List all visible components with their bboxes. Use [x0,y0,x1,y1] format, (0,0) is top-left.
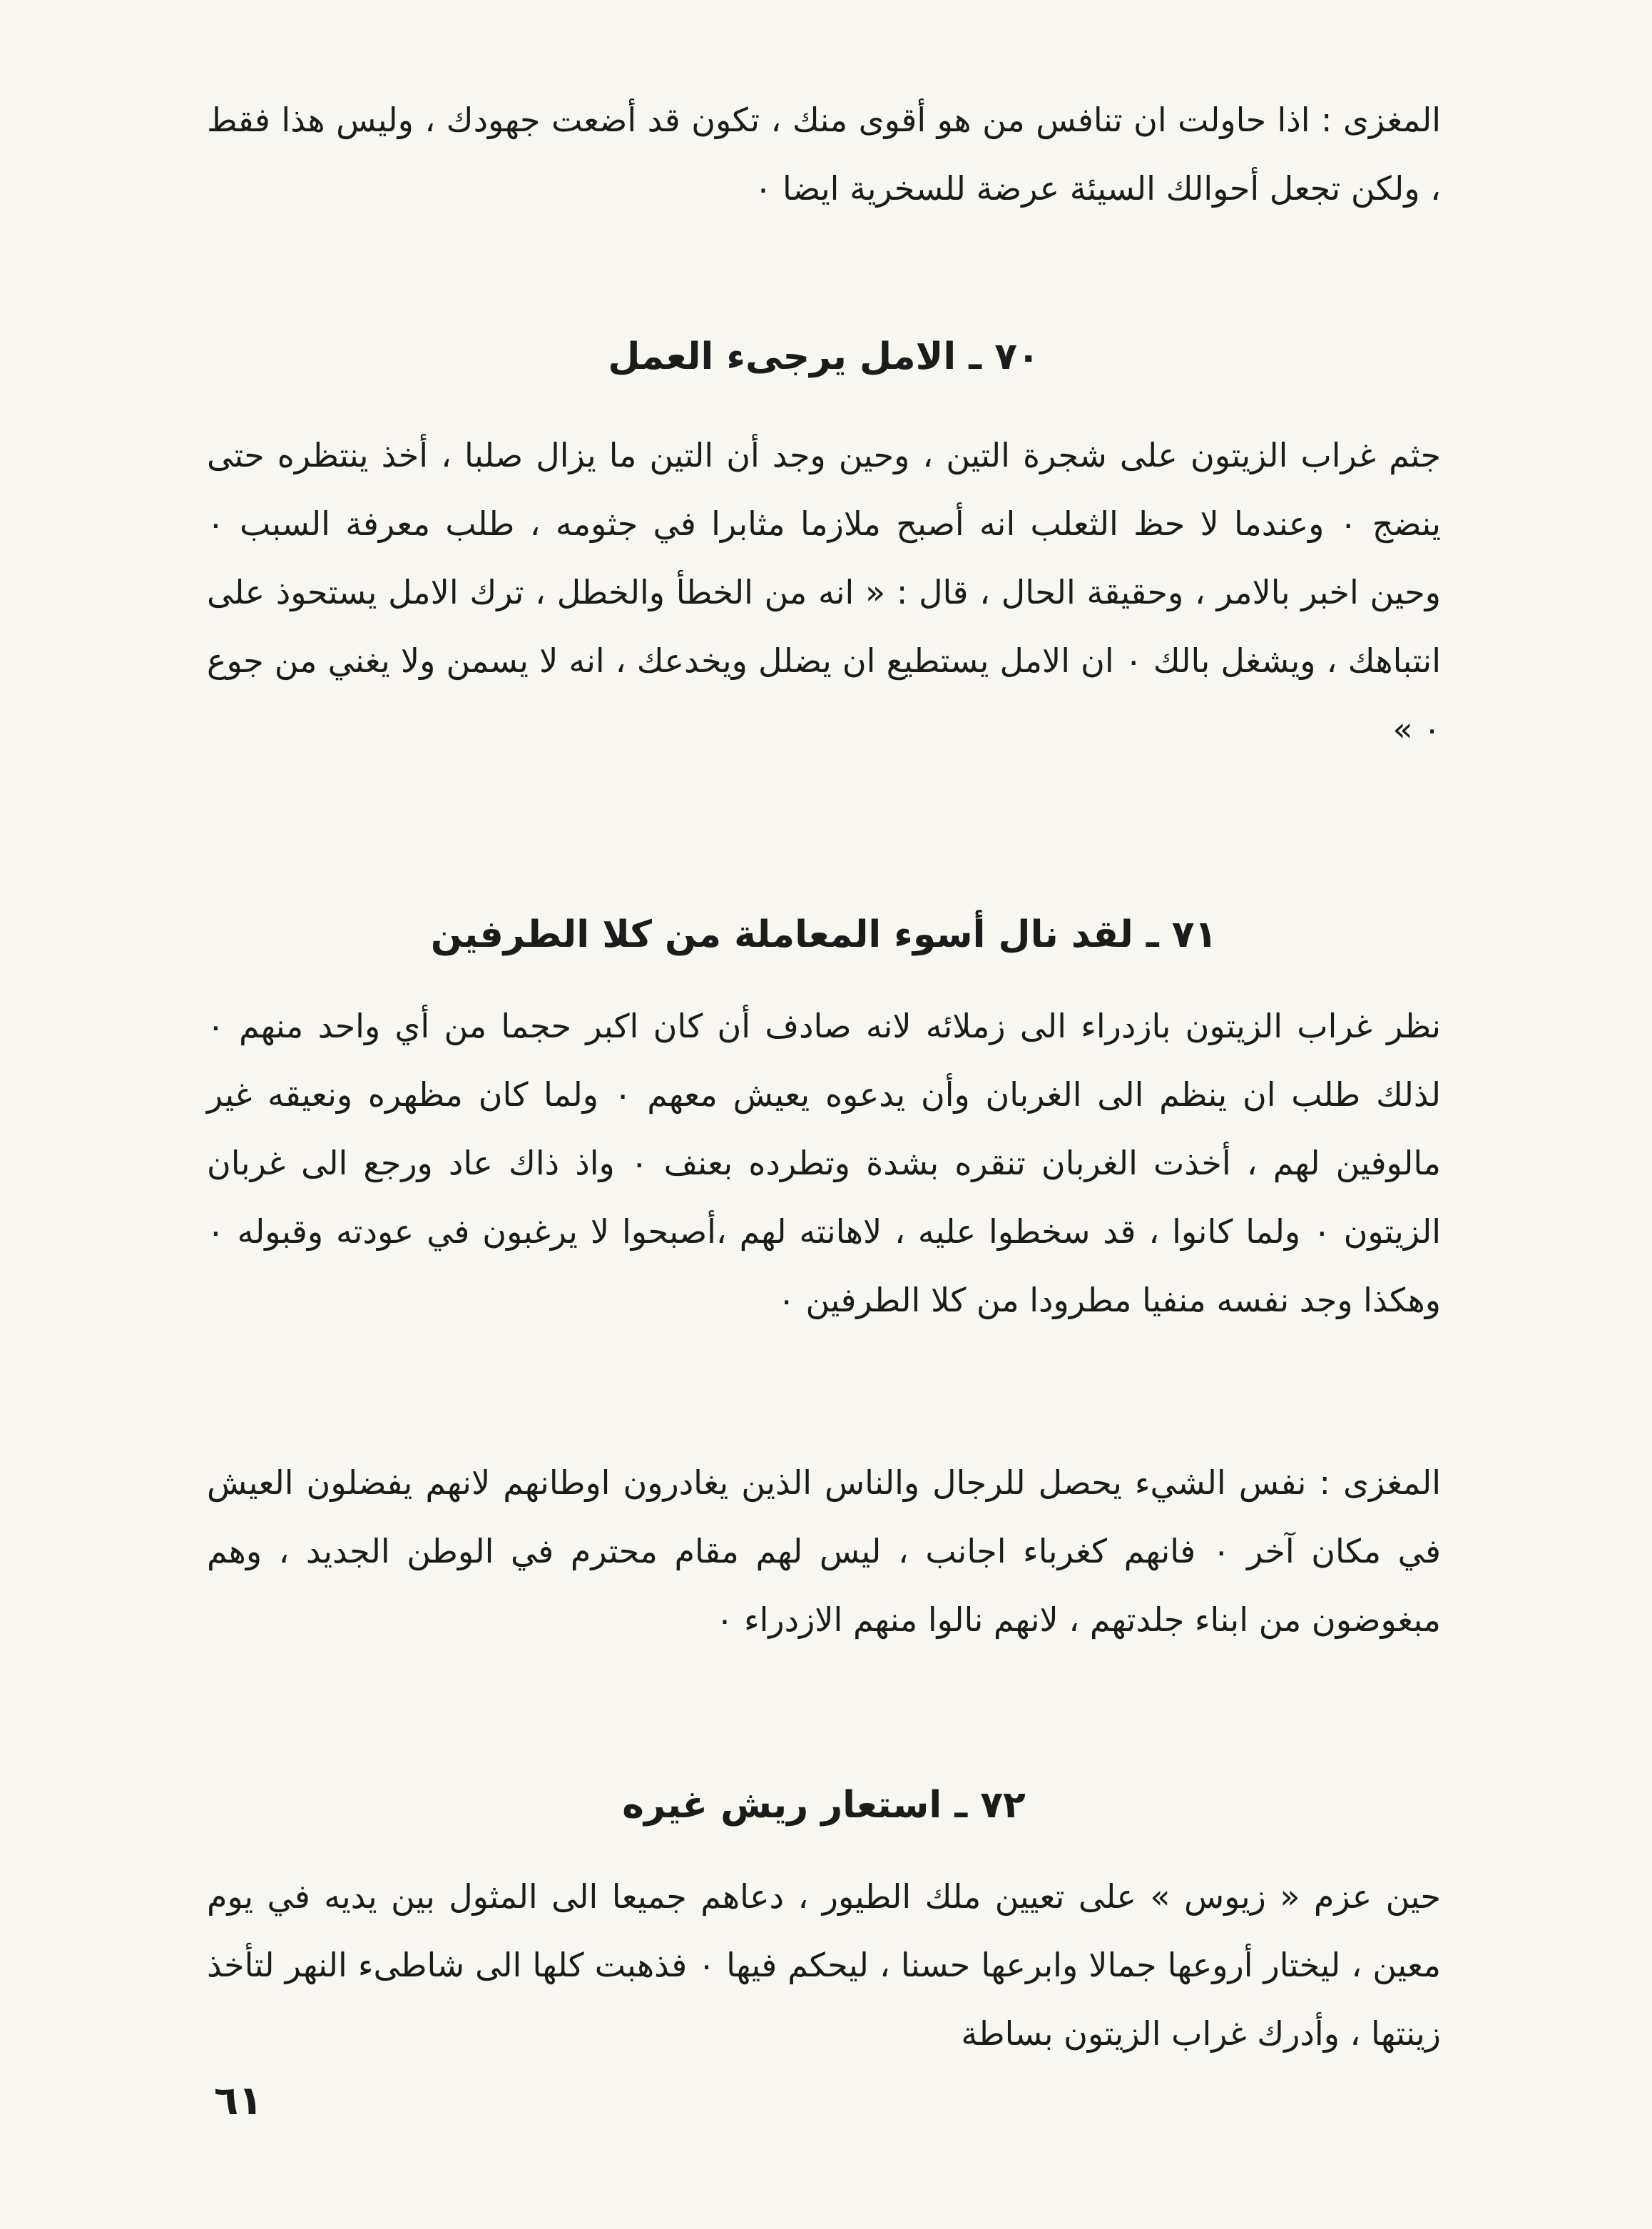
section-71-moral: المغزى : نفس الشيء يحصل للرجال والناس الذين يغادرون اوطانهم لانهم يفضلون العيش في مكان آخر ٠ فانهم كغرباء اجانب ، ليس لهم مقام محترم في الوطن الجديد ، وهم مبغوضون من ابناء جلدتهم ، لانهم نالوا منهم الازدراء ٠ [207,1463,1441,1639]
section-heading-71: ٧١ ـ لقد نال أسوء المعاملة من كلا الطرفين [430,913,1218,956]
section-71-body: نظر غراب الزيتون بازدراء الى زملائه لانه صادف أن كان اكبر حجما من أي واحد منهم ٠ لذلك طلب ان ينظم الى الغربان وأن يدعوه يعيش معهم ٠ ولما كان مظهره ونعيقه غير مالوفين لهم ، أخذت الغربان تنقره بشدة وتطرده بعنف ٠ واذ ذاك عاد ورجع الى غربان الزيتون ٠ ولما كانوا ، قد سخطوا عليه ، لاهانته لهم ،أصبحوا لا يرغبون في عودته وقبوله ٠ وهكذا وجد نفسه منفيا مطرودا من كلا الطرفين ٠ [207,1007,1441,1319]
section-heading-70: ٧٠ ـ الامل يرجىء العمل [608,335,1040,378]
section-70-body: جثم غراب الزيتون على شجرة التين ، وحين وجد أن التين ما يزال صلبا ، أخذ ينتظره حتى ينضج ٠ وعندما لا حظ الثعلب انه أصبح ملازما مثابرا في جثومه ، طلب معرفة السبب ٠ وحين اخبر بالامر ، وحقيقة الحال ، قال : « انه من الخطأ والخطل ، ترك الامل يستحوذ على انتباهك ، ويشغل بالك ٠ ان الامل يستطيع ان يضلل ويخدعك ، انه لا يسمن ولا يغني من جوع ٠ » [207,436,1442,748]
moral-paragraph: المغزى : اذا حاولت ان تنافس من هو أقوى منك ، تكون قد أضعت جهودك ، وليس هذا فقط ، ولكن تجعل أحوالك السيئة عرضة للسخرية ايضا ٠ [207,101,1441,208]
section-heading-72: ٧٢ ـ استعار ريش غيره [622,1784,1026,1827]
section-72-body: حين عزم « زيوس » على تعيين ملك الطيور ، دعاهم جميعا الى المثول بين يديه في يوم معين ، ليختار أروعها جمالا وابرعها حسنا ، ليحكم فيها ٠ فذهبت كلها الى شاطىء النهر لتأخذ زينتها ، وأدرك غراب الزيتون بساطة [207,1877,1441,2053]
page-number: ٦١ [214,2078,263,2124]
